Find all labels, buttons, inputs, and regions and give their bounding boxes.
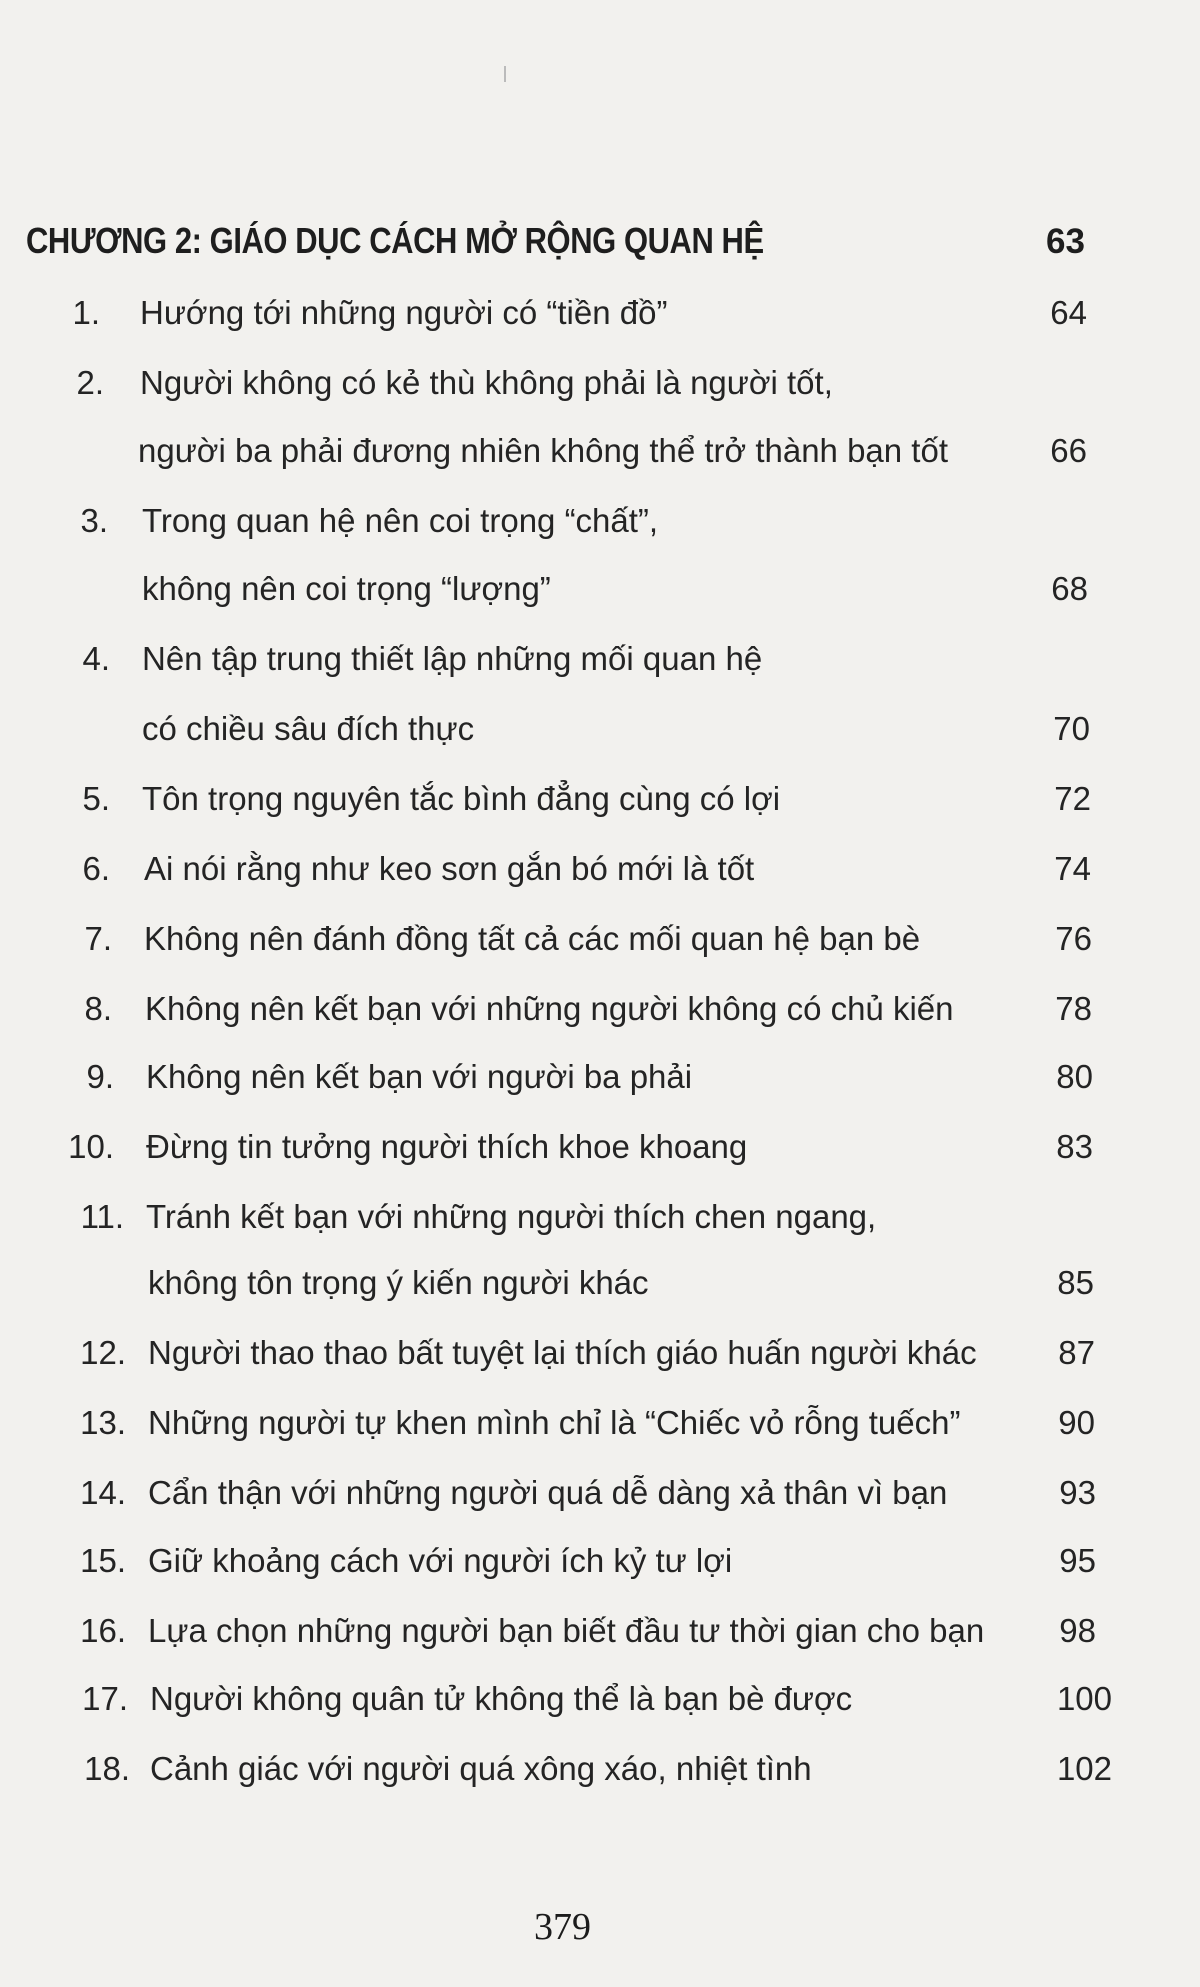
toc-entry-title: Không nên kết bạn với những người không có chủ kiến — [145, 990, 954, 1027]
toc-entry — [0, 1474, 1200, 1534]
toc-entry — [0, 364, 1200, 424]
toc-entry — [0, 1128, 1200, 1188]
toc-entry — [0, 1542, 1200, 1602]
toc-entry-number: 10. — [68, 1128, 114, 1165]
toc-entry-title: Lựa chọn những người bạn biết đầu tư thời gian cho bạn — [148, 1612, 985, 1649]
toc-entry — [0, 1680, 1200, 1740]
toc-entry-page: 70 — [1053, 710, 1090, 747]
toc-entry-title: Tránh kết bạn với những người thích chen ngang, — [146, 1198, 877, 1235]
toc-entry — [0, 1198, 1200, 1258]
toc-entry-page: 95 — [1059, 1542, 1096, 1579]
toc-entry-number: 17. — [82, 1680, 128, 1717]
toc-entry-title: Người không có kẻ thù không phải là người tốt, — [140, 364, 833, 401]
toc-entry-number: 16. — [80, 1612, 126, 1649]
toc-entry — [0, 640, 1200, 700]
toc-entry-number: 14. — [80, 1474, 126, 1511]
toc-entry-page: 83 — [1056, 1128, 1093, 1165]
toc-entry-title: Tôn trọng nguyên tắc bình đẳng cùng có lợi — [142, 780, 781, 817]
toc-entry-number: 12. — [80, 1334, 126, 1371]
toc-entry-page: 87 — [1058, 1334, 1095, 1371]
toc-entry-page: 102 — [1056, 1750, 1112, 1787]
toc-entry-number: 6. — [82, 850, 110, 887]
toc-entry-page: 64 — [1050, 294, 1087, 331]
toc-entry-number: 13. — [80, 1404, 126, 1441]
toc-entry-title: có chiều sâu đích thực — [142, 710, 475, 747]
toc-entry-page: 93 — [1059, 1474, 1096, 1511]
toc-entry-page: 72 — [1054, 780, 1091, 817]
toc-entry — [0, 1750, 1200, 1810]
toc-entry — [0, 570, 1200, 630]
toc-entry — [0, 1404, 1200, 1464]
toc-entry-page: 85 — [1057, 1264, 1094, 1301]
toc-entry-number: 5. — [82, 780, 110, 817]
toc-entry-number: 2. — [76, 364, 104, 401]
toc-entry — [0, 294, 1200, 354]
toc-entry — [0, 850, 1200, 910]
toc-entry-number: 1. — [72, 294, 100, 331]
toc-entry-number: 8. — [84, 990, 112, 1027]
toc-entry-number: 7. — [84, 920, 112, 957]
toc-entry-number: 11. — [80, 1198, 124, 1235]
toc-entry-page: 74 — [1054, 850, 1091, 887]
toc-entry-number: 18. — [84, 1750, 130, 1787]
toc-entry — [0, 710, 1200, 770]
toc-entry-title: Những người tự khen mình chỉ là “Chiếc vỏ rỗng tuếch” — [148, 1404, 961, 1441]
toc-entry-number: 3. — [80, 502, 108, 539]
chapter-title: CHƯƠNG 2: GIÁO DỤC CÁCH MỞ RỘNG QUAN HỆ — [26, 220, 764, 261]
toc-entry-page: 100 — [1056, 1680, 1112, 1717]
toc-entry-page: 76 — [1055, 920, 1092, 957]
toc-entry-number: 15. — [80, 1542, 126, 1579]
toc-entry — [0, 1334, 1200, 1394]
toc-entry — [0, 502, 1200, 562]
page-number: 379 — [534, 1906, 591, 1948]
toc-entry — [0, 780, 1200, 840]
toc-entry-number: 4. — [82, 640, 110, 677]
toc-entry-title: Không nên đánh đồng tất cả các mối quan hệ bạn bè — [144, 920, 921, 957]
toc-entry-title: Người thao thao bất tuyệt lại thích giáo huấn người khác — [148, 1334, 977, 1371]
toc-entry — [0, 432, 1200, 492]
toc-entry-title: Nên tập trung thiết lập những mối quan hệ — [142, 640, 763, 677]
toc-entry-page: 80 — [1056, 1058, 1093, 1095]
toc-entry-title: Ai nói rằng như keo sơn gắn bó mới là tốt — [144, 850, 755, 887]
toc-entry-page: 68 — [1051, 570, 1088, 607]
toc-entry-title: Hướng tới những người có “tiền đồ” — [140, 294, 668, 331]
toc-entry-title: người ba phải đương nhiên không thể trở thành bạn tốt — [138, 432, 948, 469]
toc-entry-title: không nên coi trọng “lượng” — [142, 570, 551, 607]
toc-entry — [0, 990, 1200, 1050]
toc-entry-title: Cảnh giác với người quá xông xáo, nhiệt tình — [150, 1750, 812, 1787]
toc-entry-page: 98 — [1059, 1612, 1096, 1649]
toc-entry-page: 66 — [1050, 432, 1087, 469]
toc-entry-number: 9. — [86, 1058, 114, 1095]
toc-entry-title: không tôn trọng ý kiến người khác — [148, 1264, 649, 1301]
toc-entry-title: Giữ khoảng cách với người ích kỷ tư lợi — [148, 1542, 733, 1579]
toc-entry-title: Người không quân tử không thể là bạn bè được — [150, 1680, 853, 1717]
toc-entry-title: Đừng tin tưởng người thích khoe khoang — [146, 1128, 748, 1165]
toc-entry-title: Không nên kết bạn với người ba phải — [146, 1058, 693, 1095]
toc-entry-title: Trong quan hệ nên coi trọng “chất”, — [142, 502, 659, 539]
toc-entry-page: 90 — [1058, 1404, 1095, 1441]
toc-entry-title: Cẩn thận với những người quá dễ dàng xả thân vì bạn — [148, 1474, 948, 1511]
toc-entry — [0, 1058, 1200, 1118]
toc-entry-page: 78 — [1055, 990, 1092, 1027]
toc-entry — [0, 920, 1200, 980]
chapter-page-number: 63 — [1046, 222, 1085, 261]
toc-entry — [0, 1264, 1200, 1324]
binding-mark — [504, 66, 506, 82]
toc-entry — [0, 1612, 1200, 1672]
